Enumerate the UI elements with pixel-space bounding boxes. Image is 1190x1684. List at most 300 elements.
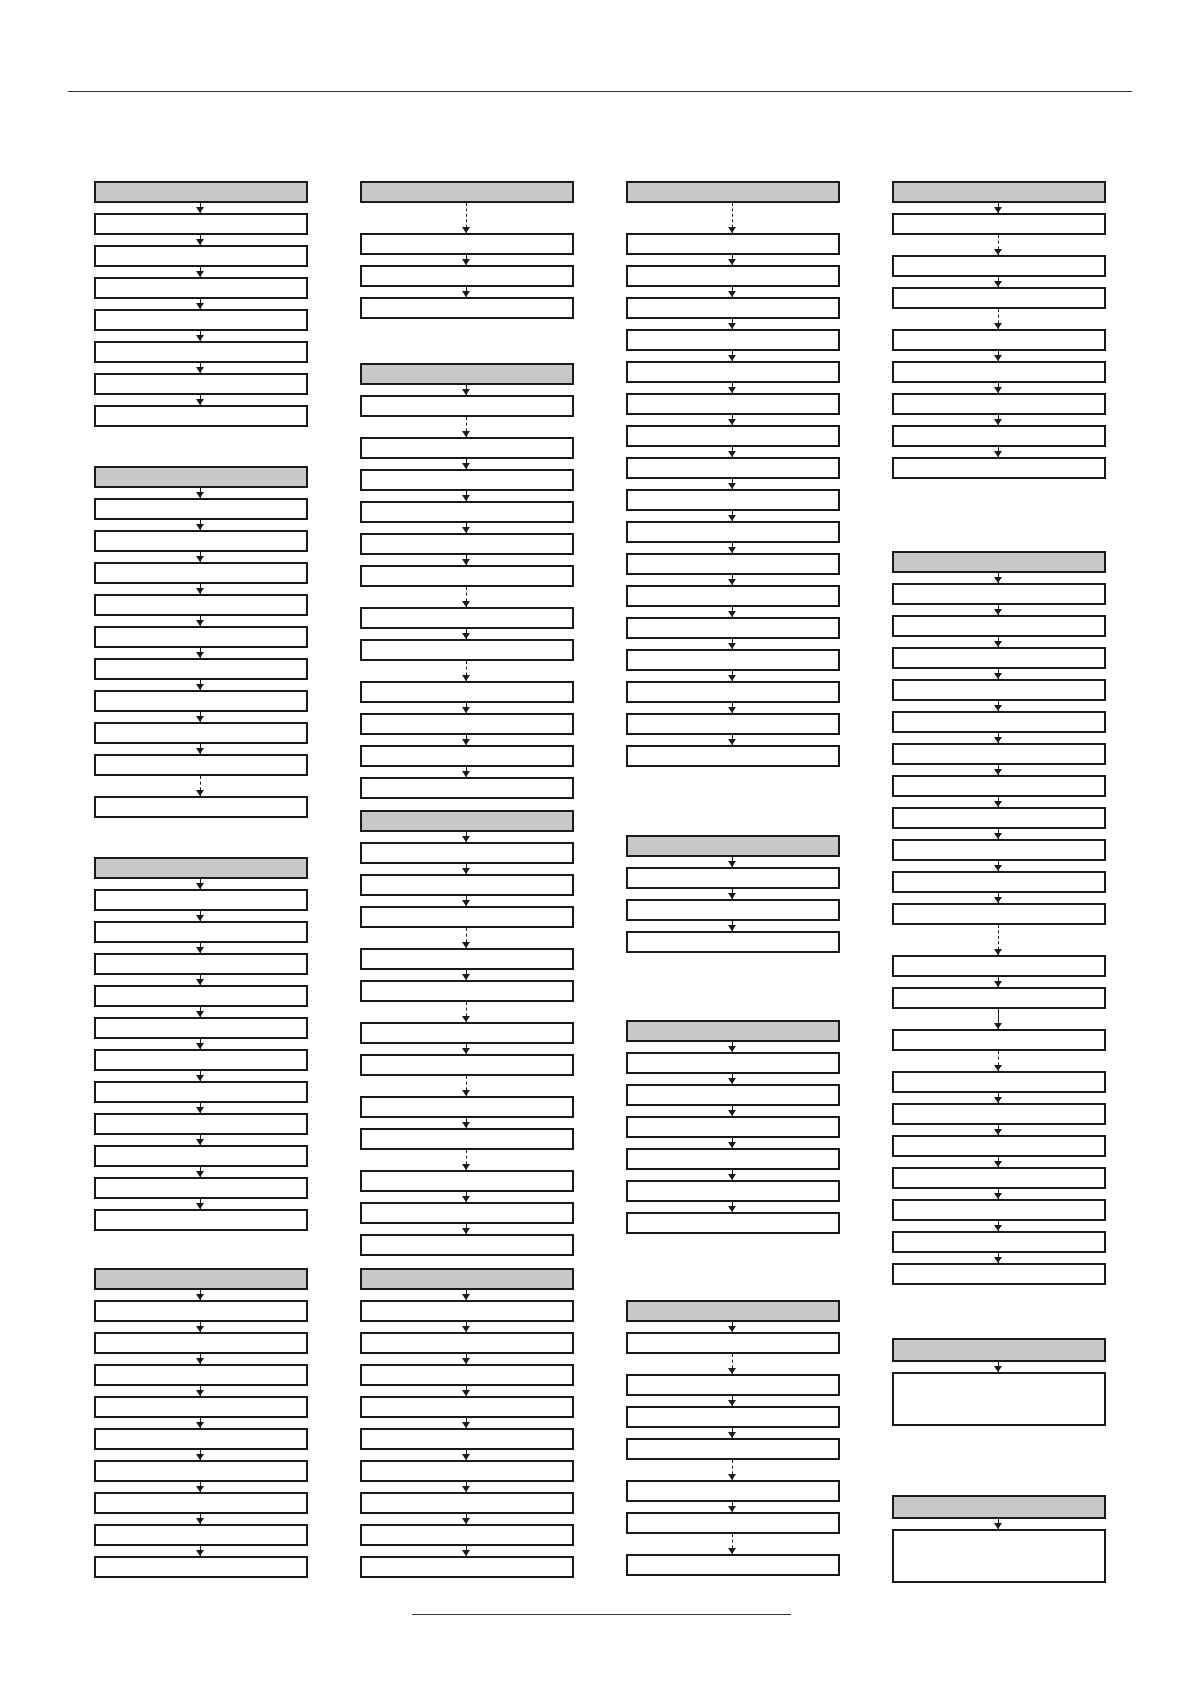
flow-step-box [94, 213, 308, 235]
flow-step-box [892, 711, 1106, 733]
connector-arrow [200, 488, 202, 498]
flow-c4-d [892, 1495, 1106, 1583]
connector-arrow [466, 1354, 468, 1364]
connector-arrow [200, 1514, 202, 1524]
connector-arrow [200, 267, 202, 277]
flow-header-box [626, 181, 840, 203]
connector-arrow [200, 235, 202, 245]
connector-arrow [466, 1192, 468, 1202]
flow-step-box [892, 1372, 1106, 1426]
connector-arrow [466, 735, 468, 745]
flow-step-box [892, 329, 1106, 351]
connector-arrow [732, 319, 734, 329]
flow-header-box [892, 1338, 1106, 1362]
flow-c1-c [94, 857, 308, 1231]
flow-step-box [94, 594, 308, 616]
flow-step-box [892, 775, 1106, 797]
flow-header-box [94, 466, 308, 488]
flow-step-box [626, 617, 840, 639]
flow-step-box [892, 903, 1106, 925]
connector-arrow [732, 1074, 734, 1084]
connector-arrow [732, 447, 734, 457]
flow-c4-c [892, 1338, 1106, 1426]
connector-arrow [998, 797, 1000, 807]
flow-step-box [626, 1438, 840, 1460]
connector-arrow [200, 648, 202, 658]
flow-header-box [626, 1020, 840, 1042]
flow-step-box [360, 1428, 574, 1450]
flow-step-box [892, 1263, 1106, 1285]
flow-step-box [94, 1524, 308, 1546]
flow-c1-d [94, 1268, 308, 1578]
connector-arrow [466, 1150, 468, 1170]
connector-arrow [200, 363, 202, 373]
flow-header-box [360, 363, 574, 385]
connector-arrow [998, 701, 1000, 711]
flow-step-box [360, 1364, 574, 1386]
flow-step-box [94, 309, 308, 331]
connector-arrow [466, 417, 468, 437]
connector-arrow [998, 1519, 1000, 1529]
flow-step-box [360, 233, 574, 255]
flow-step-box [94, 1396, 308, 1418]
flow-step-box [892, 1231, 1106, 1253]
flow-step-box [94, 1017, 308, 1039]
flow-step-box [94, 530, 308, 552]
flow-step-box [360, 874, 574, 896]
flow-step-box [892, 287, 1106, 309]
connector-arrow [466, 661, 468, 681]
flow-step-box [360, 948, 574, 970]
connector-arrow [732, 351, 734, 361]
connector-arrow [466, 1118, 468, 1128]
flow-step-box [892, 1135, 1106, 1157]
connector-arrow [200, 395, 202, 405]
connector-arrow [466, 629, 468, 639]
flow-step-box [626, 1180, 840, 1202]
connector-arrow [466, 1386, 468, 1396]
flow-step-box [94, 562, 308, 584]
connector-arrow [998, 977, 1000, 987]
connector-arrow [998, 383, 1000, 393]
flow-c3-c [626, 1020, 840, 1234]
connector-arrow [466, 523, 468, 533]
connector-arrow [200, 1135, 202, 1145]
connector-arrow [732, 543, 734, 553]
connector-arrow [732, 889, 734, 899]
page-top-rule [68, 91, 1132, 92]
flow-step-box [94, 1177, 308, 1199]
flow-header-box [94, 1268, 308, 1290]
flow-step-box [360, 1096, 574, 1118]
flow-step-box [626, 489, 840, 511]
connector-arrow [200, 552, 202, 562]
flow-c2-b [360, 363, 574, 799]
connector-arrow [466, 459, 468, 469]
flow-step-box [360, 639, 574, 661]
connector-arrow [200, 712, 202, 722]
flow-step-box [360, 713, 574, 735]
flow-c2-c [360, 810, 574, 1256]
connector-arrow [998, 669, 1000, 679]
connector-arrow [466, 1418, 468, 1428]
flow-step-box [360, 395, 574, 417]
flow-step-box [94, 1492, 308, 1514]
flow-header-box [892, 181, 1106, 203]
flow-step-box [94, 1145, 308, 1167]
connector-arrow [998, 351, 1000, 361]
connector-arrow [200, 943, 202, 953]
flow-step-box [360, 1300, 574, 1322]
connector-arrow [998, 893, 1000, 903]
connector-arrow [732, 203, 734, 233]
connector-arrow [998, 235, 1000, 255]
connector-arrow [998, 415, 1000, 425]
page-footer-rule [412, 1614, 791, 1615]
connector-arrow [466, 1514, 468, 1524]
flow-step-box [94, 373, 308, 395]
flow-step-box [360, 1332, 574, 1354]
connector-arrow [998, 309, 1000, 329]
flow-step-box [94, 921, 308, 943]
flow-c3-b [626, 835, 840, 953]
connector-arrow [998, 277, 1000, 287]
flow-step-box [94, 1049, 308, 1071]
flow-header-box [360, 1268, 574, 1290]
flow-step-box [892, 679, 1106, 701]
flow-step-box [626, 1332, 840, 1354]
flow-step-box [360, 1460, 574, 1482]
connector-arrow [466, 1002, 468, 1022]
flow-step-box [360, 1234, 574, 1256]
flow-step-box [360, 1170, 574, 1192]
flow-step-box [626, 899, 840, 921]
flow-step-box [360, 1524, 574, 1546]
flow-step-box [94, 498, 308, 520]
connector-arrow [732, 1170, 734, 1180]
flow-step-box [360, 745, 574, 767]
connector-arrow [732, 1396, 734, 1406]
flow-header-box [360, 181, 574, 203]
flow-step-box [360, 265, 574, 287]
flow-step-box [94, 722, 308, 744]
connector-arrow [200, 584, 202, 594]
flow-step-box [892, 393, 1106, 415]
flow-header-box [892, 551, 1106, 573]
flow-step-box [94, 1364, 308, 1386]
flow-header-box [626, 835, 840, 857]
flow-step-box [626, 1406, 840, 1428]
connector-arrow [732, 1428, 734, 1438]
connector-arrow [466, 1290, 468, 1300]
connector-arrow [466, 255, 468, 265]
flow-step-box [360, 681, 574, 703]
connector-arrow [732, 1138, 734, 1148]
connector-arrow [998, 203, 1000, 213]
flow-step-box [360, 842, 574, 864]
flow-step-box [94, 341, 308, 363]
flow-step-box [892, 1071, 1106, 1093]
connector-arrow [466, 1322, 468, 1332]
connector-arrow [998, 925, 1000, 955]
flow-step-box [626, 745, 840, 767]
flow-step-box [94, 245, 308, 267]
flow-step-box [626, 713, 840, 735]
flow-step-box [892, 361, 1106, 383]
connector-arrow [200, 1103, 202, 1113]
connector-arrow [732, 857, 734, 867]
flow-step-box [360, 1054, 574, 1076]
flow-step-box [360, 501, 574, 523]
flow-header-box [94, 181, 308, 203]
flow-step-box [360, 469, 574, 491]
flow-step-box [892, 839, 1106, 861]
connector-arrow [732, 671, 734, 681]
flow-step-box [626, 1374, 840, 1396]
flow-step-box [626, 329, 840, 351]
flow-step-box [892, 1029, 1106, 1051]
flow-c2-a [360, 181, 574, 319]
connector-arrow [466, 928, 468, 948]
connector-arrow [998, 1125, 1000, 1135]
connector-arrow [998, 1051, 1000, 1071]
flow-step-box [892, 987, 1106, 1009]
flow-step-box [626, 457, 840, 479]
flow-step-box [626, 1212, 840, 1234]
flow-step-box [892, 457, 1106, 479]
flow-step-box [626, 585, 840, 607]
flow-header-box [94, 857, 308, 879]
flow-c4-a [892, 181, 1106, 479]
connector-arrow [466, 1482, 468, 1492]
connector-arrow [466, 1044, 468, 1054]
flow-step-box [360, 297, 574, 319]
connector-arrow [200, 299, 202, 309]
connector-arrow [200, 331, 202, 341]
connector-arrow [732, 639, 734, 649]
connector-arrow [732, 1322, 734, 1332]
flow-step-box [360, 565, 574, 587]
connector-arrow [200, 975, 202, 985]
flow-step-box [94, 690, 308, 712]
connector-arrow [998, 1009, 1000, 1029]
flow-header-box [360, 810, 574, 832]
flow-c1-b [94, 466, 308, 818]
connector-arrow [998, 829, 1000, 839]
connector-arrow [732, 1460, 734, 1480]
connector-arrow [998, 605, 1000, 615]
flow-step-box [360, 777, 574, 799]
connector-arrow [200, 1199, 202, 1209]
flow-c3-d [626, 1300, 840, 1576]
connector-arrow [732, 1042, 734, 1052]
connector-arrow [200, 1007, 202, 1017]
connector-arrow [200, 911, 202, 921]
connector-arrow [200, 1482, 202, 1492]
connector-arrow [732, 921, 734, 931]
connector-arrow [998, 1362, 1000, 1372]
flow-step-box [626, 1512, 840, 1534]
connector-arrow [998, 733, 1000, 743]
flow-step-box [360, 1492, 574, 1514]
flow-step-box [360, 533, 574, 555]
flow-step-box [892, 425, 1106, 447]
flow-step-box [360, 1128, 574, 1150]
connector-arrow [200, 879, 202, 889]
flow-step-box [360, 437, 574, 459]
flow-step-box [892, 1199, 1106, 1221]
connector-arrow [732, 255, 734, 265]
connector-arrow [200, 1322, 202, 1332]
flow-step-box [626, 297, 840, 319]
flow-step-box [94, 754, 308, 776]
flow-c3-a [626, 181, 840, 767]
connector-arrow [998, 861, 1000, 871]
connector-arrow [466, 1546, 468, 1556]
flow-step-box [626, 1116, 840, 1138]
connector-arrow [998, 765, 1000, 775]
connector-arrow [466, 832, 468, 842]
flow-step-box [626, 1148, 840, 1170]
flow-step-box [360, 906, 574, 928]
connector-arrow [998, 1157, 1000, 1167]
flow-c4-b [892, 551, 1106, 1285]
flow-header-box [626, 1300, 840, 1322]
connector-arrow [732, 287, 734, 297]
flow-step-box [94, 658, 308, 680]
connector-arrow [200, 616, 202, 626]
connector-arrow [466, 970, 468, 980]
connector-arrow [998, 637, 1000, 647]
flow-step-box [360, 1202, 574, 1224]
connector-arrow [200, 1290, 202, 1300]
connector-arrow [732, 1106, 734, 1116]
connector-arrow [200, 1450, 202, 1460]
flow-step-box [626, 521, 840, 543]
connector-arrow [732, 1534, 734, 1554]
flow-step-box [892, 743, 1106, 765]
connector-arrow [998, 573, 1000, 583]
flow-step-box [892, 255, 1106, 277]
connector-arrow [998, 1221, 1000, 1231]
connector-arrow [732, 511, 734, 521]
flow-step-box [626, 1480, 840, 1502]
flow-step-box [360, 607, 574, 629]
connector-arrow [732, 607, 734, 617]
flow-step-box [94, 626, 308, 648]
connector-arrow [200, 1071, 202, 1081]
connector-arrow [200, 520, 202, 530]
flow-step-box [626, 867, 840, 889]
flow-step-box [626, 1052, 840, 1074]
flow-step-box [892, 955, 1106, 977]
flow-step-box [626, 393, 840, 415]
flow-step-box [892, 615, 1106, 637]
connector-arrow [466, 767, 468, 777]
connector-arrow [200, 1386, 202, 1396]
connector-arrow [466, 203, 468, 233]
flow-step-box [626, 1084, 840, 1106]
flow-step-box [626, 1554, 840, 1576]
flow-step-box [892, 1529, 1106, 1583]
flow-step-box [892, 583, 1106, 605]
connector-arrow [200, 203, 202, 213]
connector-arrow [732, 1354, 734, 1374]
connector-arrow [466, 287, 468, 297]
connector-arrow [466, 1224, 468, 1234]
flow-step-box [94, 1556, 308, 1578]
connector-arrow [466, 385, 468, 395]
flow-step-box [94, 1460, 308, 1482]
connector-arrow [466, 555, 468, 565]
flow-step-box [94, 1428, 308, 1450]
flow-step-box [94, 1300, 308, 1322]
flow-step-box [626, 931, 840, 953]
connector-arrow [200, 744, 202, 754]
connector-arrow [466, 896, 468, 906]
flow-step-box [626, 425, 840, 447]
connector-arrow [200, 1546, 202, 1556]
flow-step-box [892, 647, 1106, 669]
connector-arrow [466, 491, 468, 501]
connector-arrow [466, 587, 468, 607]
flow-step-box [626, 553, 840, 575]
flow-step-box [626, 265, 840, 287]
connector-arrow [200, 1039, 202, 1049]
flow-step-box [360, 980, 574, 1002]
connector-arrow [998, 1189, 1000, 1199]
connector-arrow [200, 1354, 202, 1364]
connector-arrow [998, 1253, 1000, 1263]
flow-header-box [892, 1495, 1106, 1519]
flow-step-box [94, 405, 308, 427]
flow-step-box [892, 1103, 1106, 1125]
connector-arrow [732, 575, 734, 585]
connector-arrow [466, 1076, 468, 1096]
connector-arrow [732, 703, 734, 713]
connector-arrow [732, 1202, 734, 1212]
flow-step-box [626, 649, 840, 671]
connector-arrow [466, 1450, 468, 1460]
flow-c1-a [94, 181, 308, 427]
connector-arrow [466, 703, 468, 713]
flow-step-box [360, 1396, 574, 1418]
flow-step-box [626, 233, 840, 255]
flow-c2-d [360, 1268, 574, 1578]
flow-step-box [892, 1167, 1106, 1189]
flow-step-box [626, 361, 840, 383]
flow-step-box [94, 1081, 308, 1103]
connector-arrow [732, 1502, 734, 1512]
flow-step-box [892, 213, 1106, 235]
flow-step-box [892, 871, 1106, 893]
flow-step-box [94, 1332, 308, 1354]
connector-arrow [200, 776, 202, 796]
connector-arrow [200, 680, 202, 690]
connector-arrow [200, 1167, 202, 1177]
connector-arrow [998, 1093, 1000, 1103]
flow-step-box [892, 807, 1106, 829]
connector-arrow [732, 415, 734, 425]
connector-arrow [732, 735, 734, 745]
flow-step-box [94, 985, 308, 1007]
flow-step-box [94, 1209, 308, 1231]
flow-step-box [360, 1022, 574, 1044]
flow-step-box [94, 889, 308, 911]
flow-step-box [360, 1556, 574, 1578]
connector-arrow [200, 1418, 202, 1428]
flow-step-box [626, 681, 840, 703]
